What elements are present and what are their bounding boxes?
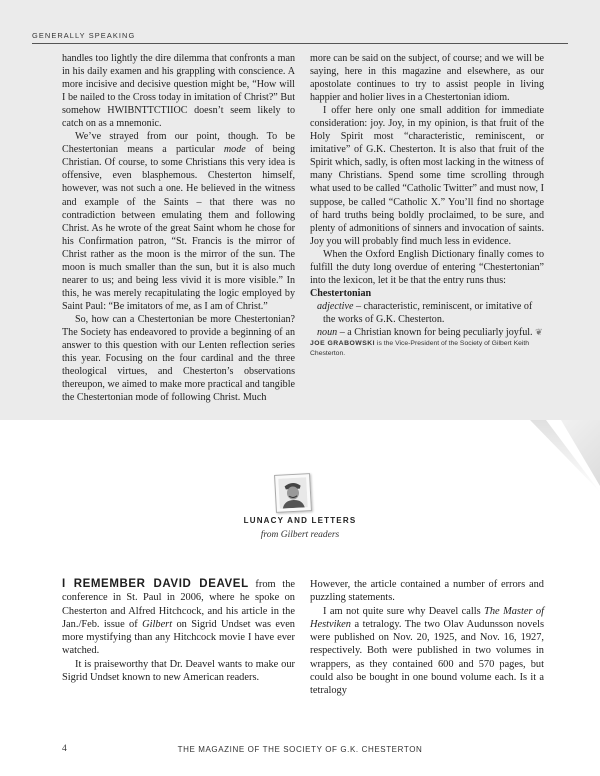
paragraph: So, how can a Chestertonian be more Chestertonian? The Society has endeavored to provide a beginning of an answer to this question with our Lenten reflection series this year. Focusing on the four cardinal and the three theological virtues, and Chesterton’s observations thereupon, we aimed to make more practical and tangible the Chestertonian mode of following Christ. Much (62, 313, 295, 404)
page-number: 4 (62, 744, 68, 754)
paragraph (62, 578, 295, 658)
part-of-speech: noun (317, 326, 338, 338)
section-subtitle: from Gilbert readers (260, 530, 340, 540)
part-of-speech: adjective (317, 300, 354, 312)
chesterton-portrait-icon (274, 473, 312, 513)
text-span: We’ve strayed from our point, though. To be Chestertonian means a particular (62, 131, 295, 156)
paragraph: When the Oxford English Dictionary finally comes to fulfill the duty long overdue of entering “Chestertonian” into the lexicon, let it be that the entry runs thus: (310, 248, 544, 286)
text-span: on Sigrid Undset was even more mystifying than any Hitchcock movie I have ever watched. (62, 618, 295, 657)
author-bio (310, 339, 544, 359)
paragraph (310, 605, 544, 698)
section-title: LUNACY AND LETTERS (243, 516, 357, 525)
running-head: GENERALLY SPEAKING (32, 31, 568, 44)
paragraph: more can be said on the subject, of course; and we will be saying, here in this magazine and elsewhere, as our apostolate continues to try to assist people in living happier and holier lives in a Chestertonian idiom. (310, 53, 544, 104)
dictionary-definition-noun (310, 326, 544, 339)
dictionary-entry-word: Chestertonian (310, 287, 372, 299)
text-span: I am not quite sure why Deavel calls (323, 605, 485, 617)
article-column-2 (310, 52, 544, 359)
dictionary-definition-adjective (310, 300, 544, 326)
paragraph (62, 130, 295, 313)
paragraph: I offer here only one small addition for immediate consideration: joy. Joy, in my opinion, is that fruit of the Holy Spirit most “characteristic, reminiscent, or imitative” of G.K. Chesterton. It is also that fruit of the Spirit which, sadly, is often most lacking in the witness of many Christians. Spend some time scrolling through what used to be called “Catholic Twitter” and must now, I suppose, be called “Catholic X.” You’ll find no shortage of hard truths being boldly proclaimed, to be sure, and plenty of admonitions of sinners and invocation of saints. Joy you will probably find much less in evidence. (310, 105, 544, 247)
lead-in: I REMEMBER DAVID DEAVEL (62, 578, 249, 590)
book-title: The Master of Hestviken (310, 605, 544, 630)
italic-word: mode (223, 144, 246, 156)
italic-word: Gilbert (142, 618, 173, 630)
text-span: from the conference in St. Paul in 2006, where he spoke on Chesterton and Alfred Hitchcock, and his article in the Jan./Feb. issue of (62, 579, 295, 630)
paragraph: handles too lightly the dire dilemma that confronts a man in his daily examen and his grappling with conscience. A more incisive and decisive question might be, “How will I be nailed to the Cross today in imitation of Christ?” But somehow HWIBNTTCTIIOC doesn’t seem likely to catch on as a mnemonic. (62, 53, 295, 130)
definition-text: – a Christian known for being peculiarly joyful. (337, 326, 533, 338)
definition-text: – characteristic, reminiscent, or imitative of the works of G.K. Chesterton. (323, 300, 533, 325)
letter-column-1 (62, 578, 295, 684)
author-name: JOE GRABOWSKI (310, 340, 376, 348)
end-mark-icon: ❦ (535, 326, 543, 337)
magazine-name: THE MAGAZINE OF THE SOCIETY OF G.K. CHESTERTON (177, 745, 423, 754)
article-column-1 (62, 52, 295, 404)
paragraph: It is praiseworthy that Dr. Deavel wants to make our Sigrid Undset known to new American readers. (62, 658, 295, 684)
text-span: of being Christian. Of course, to some Christians this very idea is offensive, even blasphemous. Chesterton himself, however, was not such a one. He believed in the witness and example of the Saints – that there was no contradiction between emulating them and following Christ. As he wrote of the great Saint whom he chose for his Confirmation patron, “St. Francis is the mirror of Christ rather as the moon is the mirror of the sun. The moon is much smaller than the sun, but it is also much nearer to us; and being less vivid it is more visible.” In this, he was merely recapitulating the logic employed by Saint Paul: “Be imitators of me, as I am of Christ.” (62, 144, 295, 312)
letter-column-2 (310, 578, 544, 698)
text-span: a tetralogy. The two Olav Audunsson novels were published on Nov. 20, 1925, and Nov. 16, 1927, respectively. Both were published in two volumes in wrappers, as they contained 600 and 570 pages, but could also be bought in one bound volume each. Is it a tetralogy (310, 618, 544, 697)
paragraph: However, the article contained a number of errors and puzzling statements. (310, 579, 544, 604)
author-bio-text: is the Vice-President of the Society of Gilbert Keith Chesterton. (310, 340, 530, 358)
